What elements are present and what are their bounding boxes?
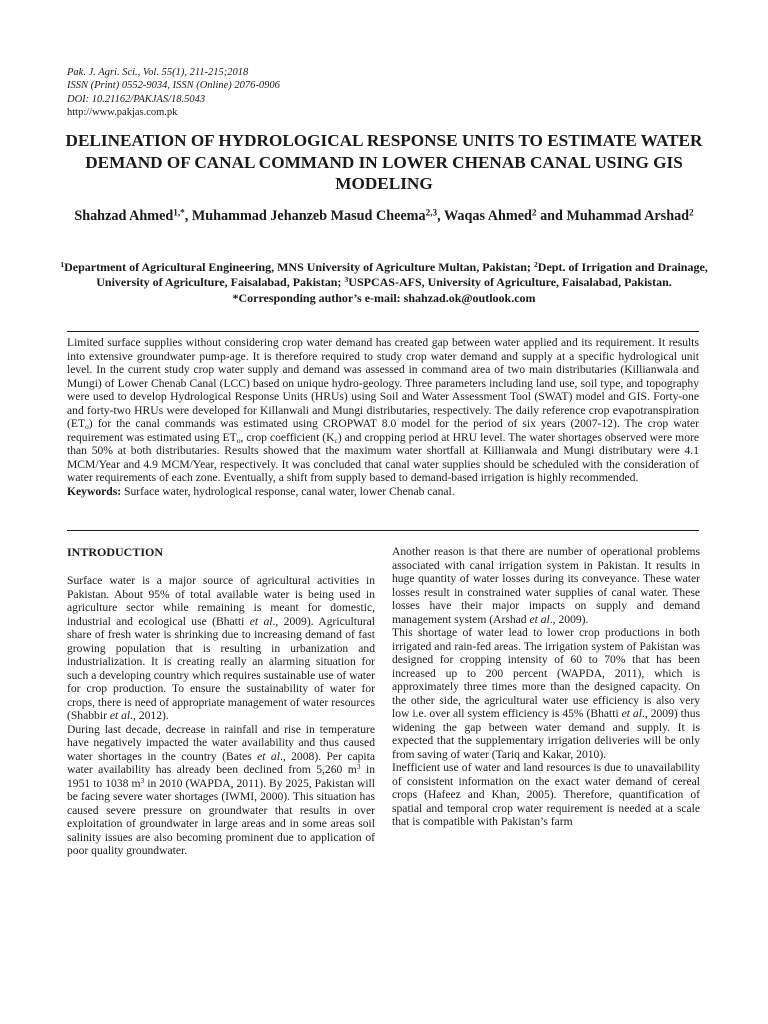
paragraph-text: Another reason is that there are number of operational problems associated with canal irrigation system in Pakistan. It results in huge quantity of water losses during its conveyance. These water losses result in constrained water supplies of canal water. These losses have their major impacts on supply and demand management system (Arshad (392, 545, 700, 626)
paragraph-text: Surface water is a major source of agricultural activities in Pakistan. About 95% of total available water is being used in agriculture sector while remaining is meant for domestic, industrial and ecological use (Bhatti (67, 574, 375, 628)
author-conjunction: and (540, 208, 563, 224)
paragraph-text: ., 2009) thus widening the gap between water demand and supply. It is expected that the supplementary irrigation deliveries will be only from saving of water (Tariq and Kakar, 2010). (392, 707, 700, 761)
paragraph-text: ., 2009). (549, 612, 589, 626)
author-name: Muhammad Jehanzeb Masud Cheema (191, 208, 426, 224)
affiliation-mark: 2 (533, 260, 538, 270)
corresponding-author: *Corresponding author’s e-mail: shahzad.ok@outlook.com (232, 290, 536, 305)
abstract-text: Limited surface supplies without considering crop water demand has created gap between water applied and its requirement. It results into extensive groundwater pump-age. It is therefore required to study crop water demand and supply at a specific hydrological unit level. In the current study crop water supply and demand was assessed in command area of two main distributaries (Killianwala and Mungi) of Lower Chenab Canal (LCC) based on unique hydro-geology. Three parameters including land use, soil type, and topography were used to develop Hydrological Response Units (HRUs) using Soil and Water Assessment Tool (SWAT) model and GIS. Forty-one and forty-two HRUs were developed for Killanwali and Mungi distributaries, respectively. The daily reference crop evapotranspiration (ET (67, 336, 699, 430)
paragraph (392, 545, 700, 626)
section-heading: INTRODUCTION (67, 545, 164, 559)
etal-italic: et al (621, 707, 642, 720)
abstract-top-rule (67, 331, 699, 332)
abstract-text: , crop coefficient (K (240, 430, 335, 444)
affiliation-text: Dept. of Irrigation and Drainage, University of Agriculture, Faisalabad, Pakistan; (96, 260, 708, 290)
abstract-bottom-rule (67, 530, 699, 531)
affiliation-mark: 1 (60, 260, 65, 270)
affiliation-text: USPCAS-AFS, University of Agriculture, Faisalabad, Pakistan. (348, 275, 672, 290)
paragraph (67, 574, 375, 723)
paragraph (392, 626, 700, 761)
paragraph-text: ., 2012). (130, 709, 169, 722)
affiliation-mark: 3 (344, 275, 349, 285)
body-column-right (392, 545, 700, 829)
journal-citation: Pak. J. Agri. Sci., Vol. 55(1), 211-215;2018 (67, 67, 249, 78)
subscript: c (334, 435, 338, 445)
subscript: o (85, 421, 89, 431)
doi-line: DOI: 10.21162/PAKJAS/18.5043 (67, 93, 206, 105)
author-name: Waqas Ahmed (443, 208, 532, 224)
body-column-left (67, 545, 375, 858)
author-list: Shahzad Ahmed$^{1,*}$, Muhammad Jehanzeb Masud Cheema$^{2,3}$, Waqas Ahmed$^2$ and Muhammad Arshad$^2$ (74, 207, 694, 224)
paragraph-text: This shortage of water lead to lower crop productions in both irrigated and rain-fed areas. The irrigation system of Pakistan was designed for cropping intensity of 60 to 70% that has been increased up to 200 percent (WAPDA, 2011), which is approximately three times more than the designed capacity. On the other side, the agricultural water use efficiency is also very low i.e. over all system efficiency is 45% (Bhatti (392, 626, 700, 720)
keywords-label: Keywords: (67, 484, 122, 498)
etal-italic: et al (257, 749, 280, 763)
author-name: Shahzad Ahmed (74, 208, 174, 224)
superscript: 3 (356, 762, 361, 772)
affiliations (60, 260, 708, 306)
affiliation-text: Department of Agricultural Engineering, MNS University of Agriculture Multan, Pakistan; (64, 260, 534, 274)
paragraph: Inefficient use of water and land resources is due to unavailability of consistent information on the exact water demand of cereal crops (Hafeez and Khan, 2005). Therefore, quantification of spatial and temporal crop water requirement is needed at a scale that is compatible with Pakistan’s farm (392, 761, 700, 828)
paragraph-text: During last decade, decrease in rainfall and rise in temperature have negatively impacted the water availability and thus caused water shortages in the country (Bates (67, 722, 375, 763)
paragraph-text: ., 2008). Per capita water availability has already been declined from 5,260 m (67, 749, 376, 776)
paragraph-text: ., 2009). Agricultural share of fresh water is shrinking due to increasing demand of fast growing population that is resulting in urbanization and industrialization. It is creating really an alarming situation for such a developing country which requires sustainable use of water for crop production. To ensure the sustainability of water for crops, there is need of appropriate management of water resources (Shabbir (67, 614, 375, 722)
author-affiliation-mark: 2 (531, 207, 537, 218)
journal-url[interactable]: http://www.pakjas.com.pk (67, 107, 178, 119)
issn-line: ISSN (Print) 0552-9034, ISSN (Online) 2076-0906 (67, 80, 280, 92)
author-affiliation-mark: 1,* (173, 207, 185, 218)
etal-italic: et al (109, 709, 131, 722)
paragraph-text: in 1951 to 1038 m (67, 763, 376, 790)
paper-title: DELINEATION OF HYDROLOGICAL RESPONSE UNITS TO ESTIMATE WATER DEMAND OF CANAL COMMAND IN LOWER CHENAB CANAL USING GIS MODELING (65, 131, 703, 193)
abstract-text: ) and cropping period at HRU level. The water shortages observed were more than 50% at both distributaries. Results showed that the maximum water shortfall at Killianwala and Mungi distributary were 4.1 MCM/Year and 4.9 MCM/Year, respectively. It was concluded that canal water supplies should be scheduled with the consideration of water requirements of each zone. Eventually, a shift from supply based to demand-based irrigation is highly recommended. (67, 430, 700, 484)
keywords-line (67, 485, 699, 499)
abstract-text: ) for the canal commands was estimated using CROPWAT 8.0 model for the period of six years (2007-12). The crop water requirement was estimated using ET (67, 417, 699, 444)
keywords-text: Surface water, hydrological response, canal water, lower Chenab canal. (121, 484, 455, 498)
author-affiliation-mark: 2 (689, 207, 694, 218)
superscript: 3 (140, 775, 145, 785)
subscript: o (236, 435, 241, 445)
abstract (67, 336, 699, 498)
paragraph-text: in 2010 (WAPDA, 2011). By 2025, Pakistan will be facing severe water shortages (IWMI, 2000). This situation has caused severe pressure on groundwater that results in over exploitation of groundwater in large areas and in some areas soil salinity issues are also becoming prominent due to application of poor quality groundwater. (67, 776, 375, 857)
etal-italic: et al (529, 612, 550, 626)
etal-italic: et al (249, 614, 273, 628)
author-affiliation-mark: 2,3 (425, 207, 438, 218)
paragraph (67, 723, 375, 858)
author-name: Muhammad Arshad (566, 208, 690, 224)
journal-metadata (67, 66, 280, 120)
